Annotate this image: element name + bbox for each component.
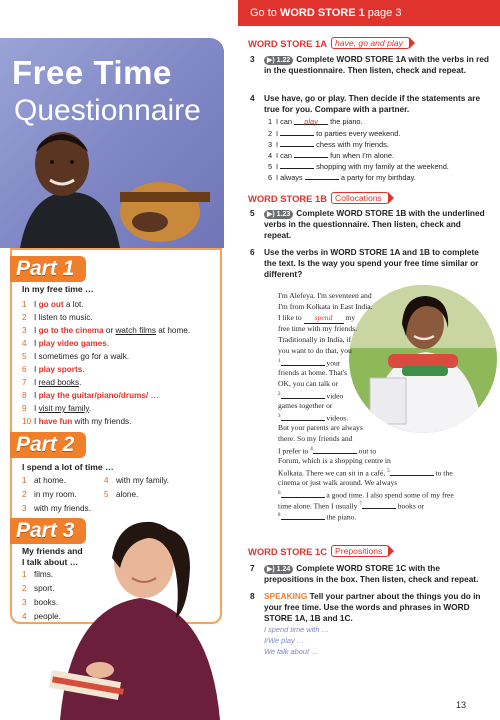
phrase-prompt: We talk about …: [264, 647, 319, 656]
questionnaire-hero: [0, 38, 224, 248]
exercise-3-text: ▶) 1.22 Complete WORD STORE 1A with the verbs in red in the questionnaire. Then listen, check and repeat.: [264, 54, 489, 75]
ws1c-tag: Prepositions: [331, 545, 389, 557]
list-item: 4 I play video games.: [22, 339, 110, 348]
exercise-4-text: Use have, go or play. Then decide if the statements are true for you. Compare with a partner.: [264, 93, 481, 114]
exercise-number: 3: [250, 54, 255, 64]
part3-heading-line1: My friends and: [22, 546, 83, 556]
list-item: 2 I listen to music.: [22, 313, 93, 322]
list-item: 3 I go to the cinema or watch films at home.: [22, 326, 191, 335]
part3-heading-line2: I talk about …: [22, 557, 79, 567]
page-number: 13: [456, 700, 467, 710]
list-item: 4 with my family.: [104, 476, 170, 485]
answer-blank[interactable]: play: [294, 117, 328, 125]
part1-badge: Part 1: [10, 256, 86, 282]
answer-blank[interactable]: [281, 392, 325, 399]
answer-blank[interactable]: [281, 513, 325, 520]
exercise-number: 6: [250, 247, 255, 257]
list-item: 1 I go out a lot.: [22, 300, 84, 309]
ws1c-heading: WORD STORE 1C Prepositions: [248, 545, 389, 557]
answer-blank[interactable]: spend: [304, 312, 344, 324]
part2-heading: I spend a lot of time …: [22, 462, 114, 472]
list-item: 3 books.: [22, 598, 59, 607]
answer-blank[interactable]: [280, 128, 314, 136]
list-item: 8 I play the guitar/piano/drums/ …: [22, 391, 159, 400]
phrase-prompt: I spend time with …: [264, 625, 329, 634]
word-store-column: Go to WORD STORE 1 page 3 WORD STORE 1A have, go and play 3 ▶) 1.22 Complete WORD STORE 1A with the verbs in red in the questionnaire. Then listen, check and repeat. 4 Use have, go or play. Then decide if the statements are true for you. Compare with a partner. 1 I can play the piano. 2 I to parties every weekend. 3 I chess with my friends. 4 I can fun when I'm alone. 5 I shopping with my family at the weekend. 6 I always a party for my birthday. WORD STORE 1B Collocations 5 ▶) 1.23 Complete WORD STORE 1B with the underlined verbs in the questionnaire. Then listen, check and repeat. 6 Use the verbs in WORD STORE 1A and 1B to complete the text. Is the way you spend your free time similar or different? I'm Alefeya. I'm seventeen and I'm from Kolkata in East India. I like to spend my free time with my friends. Traditionally in India, if you want to do that, you $^1$ your friends at home. That's OK, you can talk or $^2$ video games together or $^3$ videos. But your parents are always there. So my friends and I prefer to $^4$ out to Forum, which is a shopping centre in Kolkata. There we can sit in a café, $^5$ to the cinema or just walk around. We always $^6$ a good time. I also spend some of my free time alone. Then I usually $^7$ books or $^8$ the piano. WORD STORE 1C Prepositions 7 ▶) 1.24 Complete WORD STORE 1C with the prepositions in the box. Then listen, check and repeat. 8 SPEAKING Tell your partner about the things you do in your free time. Use the words and phrases in WORD STORE 1A, 1B and 1C. I spend time with … I/We play … We talk about … 13: [238, 0, 500, 720]
ws1a-tag: have, go and play: [331, 37, 410, 49]
sentence: 4 I can fun when I'm alone.: [268, 151, 394, 160]
ws1a-heading: WORD STORE 1A have, go and play: [248, 37, 410, 49]
questionnaire-title-line2: Questionnaire: [14, 94, 201, 127]
list-item: 1 at home.: [22, 476, 66, 485]
questionnaire-title-line1: Free Time: [12, 54, 172, 91]
list-item: 7 I read books.: [22, 378, 82, 387]
exercise-number: 7: [250, 563, 255, 573]
answer-blank[interactable]: [280, 161, 314, 169]
questionnaire-column: [0, 0, 232, 720]
sentence: 3 I chess with my friends.: [268, 140, 389, 149]
exercise-5-text: ▶) 1.23 Complete WORD STORE 1B with the underlined verbs in the questionnaire. Then listen, check and repeat.: [264, 208, 485, 240]
list-item: 6 I play sports.: [22, 365, 85, 374]
answer-blank[interactable]: [390, 469, 434, 476]
audio-track-icon[interactable]: ▶) 1.23: [264, 210, 293, 219]
sentence: 1 I can play the piano.: [268, 117, 363, 126]
exercise-number: 8: [250, 591, 255, 601]
word-store-banner: Go to WORD STORE 1 page 3: [238, 0, 500, 26]
answer-blank[interactable]: [313, 447, 357, 454]
list-item: 1 films.: [22, 570, 54, 579]
list-item: 10 I have fun with my friends.: [22, 417, 132, 426]
list-item: 2 in my room.: [22, 490, 77, 499]
list-item: 2 sport.: [22, 584, 55, 593]
answer-blank[interactable]: [280, 139, 314, 147]
exercise-number: 5: [250, 208, 255, 218]
audio-track-icon[interactable]: ▶) 1.24: [264, 565, 293, 574]
answer-blank[interactable]: [294, 150, 328, 158]
sentence: 6 I always a party for my birthday.: [268, 173, 416, 182]
list-item: 5 I sometimes go for a walk.: [22, 352, 130, 361]
girl-reading-photo: [40, 498, 230, 720]
exercise-number: 4: [250, 93, 255, 103]
list-item: 5 alone.: [104, 490, 139, 499]
speaking-label: SPEAKING: [264, 591, 308, 601]
answer-blank[interactable]: [362, 502, 396, 509]
part2-badge: Part 2: [10, 432, 86, 458]
part3-badge: Part 3: [10, 518, 86, 544]
phrase-prompt: I/We play …: [264, 636, 305, 645]
sentence: 2 I to parties every weekend.: [268, 129, 401, 138]
answer-blank[interactable]: [281, 491, 325, 498]
ws1b-tag: Collocations: [331, 192, 389, 204]
boy-with-guitar-photo: [0, 122, 224, 248]
sentence: 5 I shopping with my family at the weekend.: [268, 162, 449, 171]
exercise-8-text: SPEAKING Tell your partner about the things you do in your free time. Use the words and phrases in WORD STORE 1A, 1B and 1C.: [264, 591, 481, 623]
list-item: 3 with my friends.: [22, 504, 91, 513]
part1-heading: In my free time …: [22, 284, 94, 294]
list-item: 4 people.: [22, 612, 61, 621]
answer-blank[interactable]: [281, 414, 325, 421]
answer-blank[interactable]: [305, 172, 339, 180]
exercise-6-text: Use the verbs in WORD STORE 1A and 1B to complete the text. Is the way you spend your free time similar or different?: [264, 247, 479, 279]
exercise-7-text: ▶) 1.24 Complete WORD STORE 1C with the prepositions in the box. Then listen, check and repeat.: [264, 563, 479, 584]
audio-track-icon[interactable]: ▶) 1.22: [264, 56, 293, 65]
list-item: 9 I visit my family.: [22, 404, 92, 413]
ws1b-heading: WORD STORE 1B Collocations: [248, 192, 389, 204]
answer-blank[interactable]: [281, 359, 325, 366]
